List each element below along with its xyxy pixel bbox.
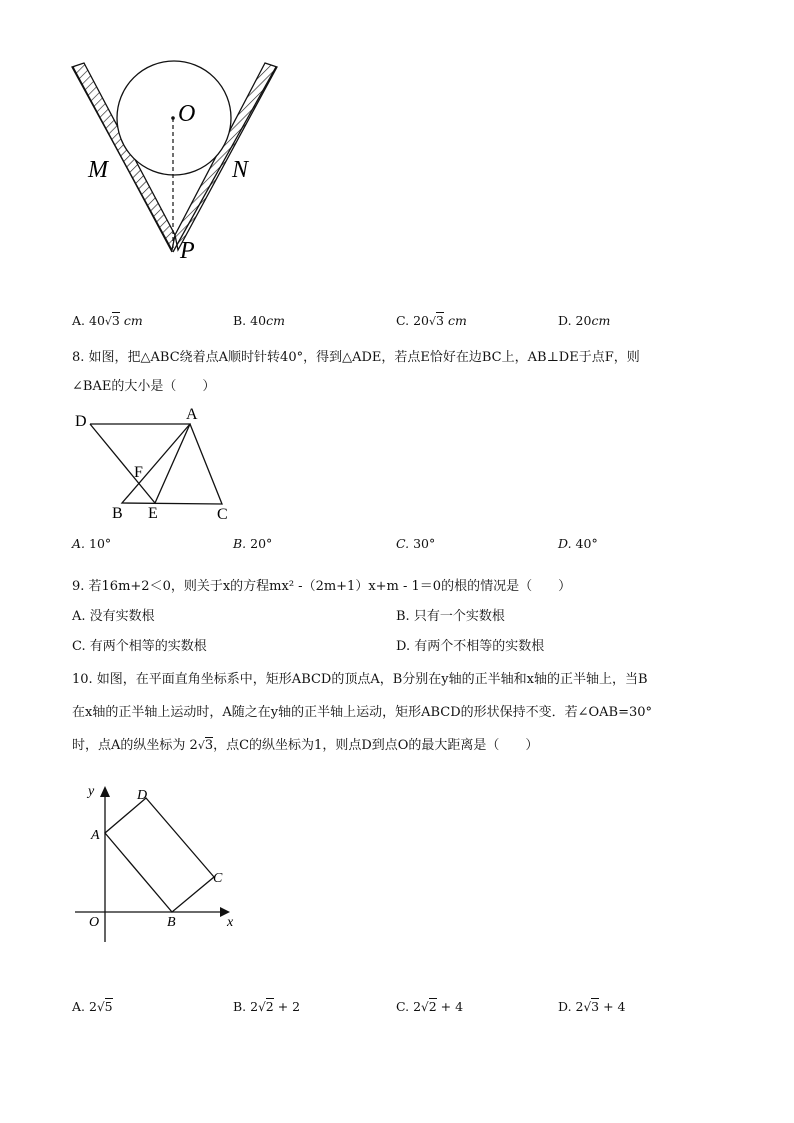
q10-option-b: B. 2√2 + 2: [233, 999, 301, 1014]
label-o: O: [178, 101, 196, 127]
option-letter: D.: [558, 536, 572, 551]
q7-option-a: A. 40√3 cm: [72, 313, 143, 328]
q8-option-b: [233, 535, 272, 553]
option-letter: B.: [233, 536, 247, 551]
label-e: E: [148, 505, 158, 522]
option-radicand: 3: [436, 313, 444, 328]
stem-coef: 2: [189, 738, 198, 753]
label-o: O: [89, 915, 100, 930]
q8-option-c: [396, 535, 435, 553]
stem-radicand: 3: [204, 738, 214, 753]
option-letter: C.: [396, 313, 410, 328]
option-letter: A.: [72, 999, 86, 1014]
q9-option-d: D. 有两个不相等的实数根: [396, 639, 545, 654]
label-m: M: [88, 157, 108, 183]
option-coef: 2: [413, 999, 422, 1014]
option-tail: + 4: [440, 999, 464, 1014]
q10-stem-line3: 时，点A的纵坐标为 2√3，点C的纵坐标为1，则点D到点O的最大距离是（ ）: [72, 738, 539, 753]
option-radicand: 5: [104, 999, 113, 1014]
label-f: F: [134, 464, 143, 481]
option-coef: 2: [575, 999, 584, 1014]
q10-option-c: C. 2√2 + 4: [396, 999, 464, 1014]
option-radicand: 2: [265, 999, 274, 1014]
q9-option-b: B. 只有一个实数根: [396, 609, 505, 624]
label-d: D: [137, 788, 148, 803]
label-p: P: [180, 238, 195, 264]
stem-text: ，点C的纵坐标为1，则点D到点O的最大距离是（ ）: [213, 738, 539, 753]
option-tail: + 2: [277, 999, 301, 1014]
coordinate-rectangle-figure: [70, 780, 250, 950]
option-value: 20°: [250, 536, 273, 551]
q9-option-c: C. 有两个相等的实数根: [72, 639, 207, 654]
option-value: 40: [250, 313, 267, 328]
option-value: 40: [89, 313, 105, 328]
label-b: B: [112, 505, 123, 522]
q9-stem: 9. 若16m+2＜0，则关于x的方程mx² -（2m+1）x+m - 1＝0的根的情况是（ ）: [72, 579, 572, 594]
q9-option-a: A. 没有实数根: [72, 609, 155, 624]
option-radicand: 3: [591, 999, 600, 1014]
option-unit: cm: [266, 313, 285, 328]
label-a: A: [91, 828, 100, 843]
option-letter: D.: [558, 313, 572, 328]
option-value: 20: [413, 313, 429, 328]
option-letter: B.: [233, 999, 247, 1014]
label-a: A: [186, 406, 198, 423]
option-letter: C.: [396, 536, 410, 551]
option-unit: cm: [123, 313, 143, 328]
center-dot: [171, 116, 175, 120]
option-value: 40°: [575, 536, 598, 551]
option-unit: cm: [591, 313, 611, 328]
q8-stem-line2: ∠BAE的大小是（ ）: [72, 379, 216, 394]
label-x: x: [227, 915, 234, 930]
option-coef: 2: [250, 999, 259, 1014]
stem-text: 时，点A的纵坐标为: [72, 738, 186, 753]
option-radicand: 2: [428, 999, 437, 1014]
option-letter: A.: [72, 313, 86, 328]
option-value: 10°: [89, 536, 112, 551]
option-letter: D.: [558, 999, 572, 1014]
option-letter: A.: [72, 536, 86, 551]
q10-stem-line2: 在x轴的正半轴上运动时，A随之在y轴的正半轴上运动，矩形ABCD的形状保持不变．若∠OAB=30°: [72, 705, 653, 720]
q10-stem-line1: 10. 如图，在平面直角坐标系中，矩形ABCD的顶点A，B分别在y轴的正半轴和x轴的正半轴上，当B: [72, 672, 648, 687]
option-value: 30°: [413, 536, 436, 551]
q10-option-a: A. 2√5: [72, 999, 113, 1014]
label-c: C: [213, 871, 223, 886]
label-b: B: [167, 915, 176, 930]
q7-option-c: C. 20√3 cm: [396, 313, 467, 328]
q7-option-d: [558, 312, 610, 330]
y-axis-arrow: [100, 786, 110, 797]
option-tail: + 4: [603, 999, 626, 1014]
rectangle-abcd: [105, 798, 214, 912]
option-value: 20: [575, 313, 592, 328]
label-n: N: [232, 157, 249, 183]
q8-option-d: [558, 535, 598, 553]
q10-option-d: D. 2√3 + 4: [558, 999, 626, 1014]
option-letter: B.: [233, 313, 247, 328]
option-coef: 2: [89, 999, 97, 1014]
q8-stem-line1: 8. 如图，把△ABC绕着点A顺时针转40°，得到△ADE，若点E恰好在边BC上，AB⊥DE于点F，则: [72, 350, 640, 365]
option-radicand: 3: [111, 313, 120, 328]
triangle-rotation-figure: [70, 400, 245, 525]
option-unit: cm: [447, 313, 467, 328]
q8-option-a: [72, 535, 111, 553]
label-d: D: [75, 413, 87, 430]
label-c: C: [217, 506, 228, 523]
label-y: y: [88, 784, 95, 799]
q7-option-b: [233, 312, 285, 330]
option-letter: C.: [396, 999, 410, 1014]
v-frame-circle-figure: [60, 55, 290, 270]
